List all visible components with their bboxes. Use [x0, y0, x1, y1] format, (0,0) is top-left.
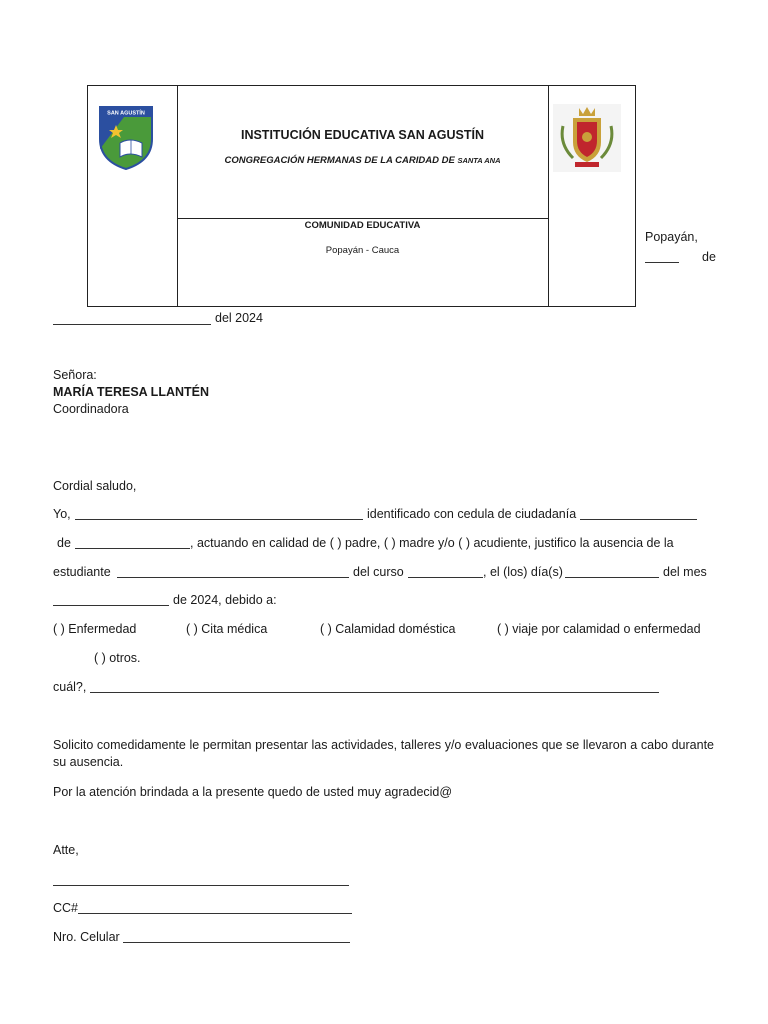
right-divider [548, 86, 549, 306]
which-label: cuál?, [53, 680, 87, 694]
city-label: Popayán - Cauca [325, 245, 400, 256]
option-illness[interactable]: ( ) Enfermedad [53, 622, 137, 636]
cc-label: CC# [53, 901, 79, 915]
phone-label: Nro. Celular [53, 930, 120, 944]
greeting: Cordial saludo, [53, 479, 137, 493]
id-city-blank[interactable] [75, 538, 190, 549]
congregation-main: CONGREGACIÓN HERMANAS DE LA CARIDAD DE [224, 155, 455, 166]
identified-label: identificado con cedula de ciudadanía [367, 507, 577, 521]
days-blank[interactable] [565, 567, 659, 578]
cc-blank[interactable] [78, 903, 352, 914]
signature-blank[interactable] [53, 875, 349, 886]
which-blank[interactable] [90, 682, 659, 693]
request-paragraph: Solicito comedidamente le permitan presentar las actividades, talleres y/o evaluaciones que se llevaron a cabo durante su ausencia. [53, 738, 714, 769]
yo-label: Yo, [53, 507, 71, 521]
institution-name: INSTITUCIÓN EDUCATIVA SAN AGUSTÍN [240, 128, 485, 142]
day-blank[interactable] [645, 252, 679, 263]
date-year: del 2024 [215, 311, 263, 325]
option-medical[interactable]: ( ) Cita médica [186, 622, 268, 636]
de-label: de [57, 536, 71, 550]
days-label: , el (los) día(s) [483, 565, 563, 579]
option-trip[interactable]: ( ) viaje por calamidad o enfermedad [497, 622, 701, 636]
logo-caption: SAN AGUSTÍN [107, 110, 145, 117]
option-other[interactable]: ( ) otros. [94, 651, 141, 665]
closing: Atte, [53, 843, 79, 857]
month-blank[interactable] [53, 314, 211, 325]
month-name-blank[interactable] [53, 595, 169, 606]
left-divider [177, 86, 178, 306]
phone-blank[interactable] [123, 932, 350, 943]
acting-label: , actuando en calidad de ( ) padre, ( ) madre y/o ( ) acudiente, justifico la ausencia de la [190, 536, 674, 550]
community-label: COMUNIDAD EDUCATIVA [304, 220, 421, 231]
course-label: del curso [353, 565, 404, 579]
congregation-small: SANTA ANA [457, 156, 501, 165]
year-due-label: de 2024, debido a: [173, 593, 277, 607]
date-de: de [702, 250, 716, 264]
middle-divider [177, 218, 548, 219]
name-blank[interactable] [75, 509, 363, 520]
student-label: estudiante [53, 565, 111, 579]
student-blank[interactable] [117, 567, 349, 578]
recipient-name: MARÍA TERESA LLANTÉN [53, 385, 210, 399]
date-city: Popayán, [645, 230, 698, 244]
recipient-role: Coordinadora [53, 402, 129, 416]
month-label: del mes [663, 565, 707, 579]
course-blank[interactable] [408, 567, 483, 578]
thanks-line: Por la atención brindada a la presente quedo de usted muy agradecid@ [53, 785, 453, 799]
salutation: Señora: [53, 368, 97, 382]
school-shield-logo [94, 99, 158, 171]
id-blank[interactable] [580, 509, 697, 520]
congregation-crest [553, 104, 621, 172]
option-calamity[interactable]: ( ) Calamidad doméstica [320, 622, 456, 636]
congregation-line [177, 155, 548, 166]
